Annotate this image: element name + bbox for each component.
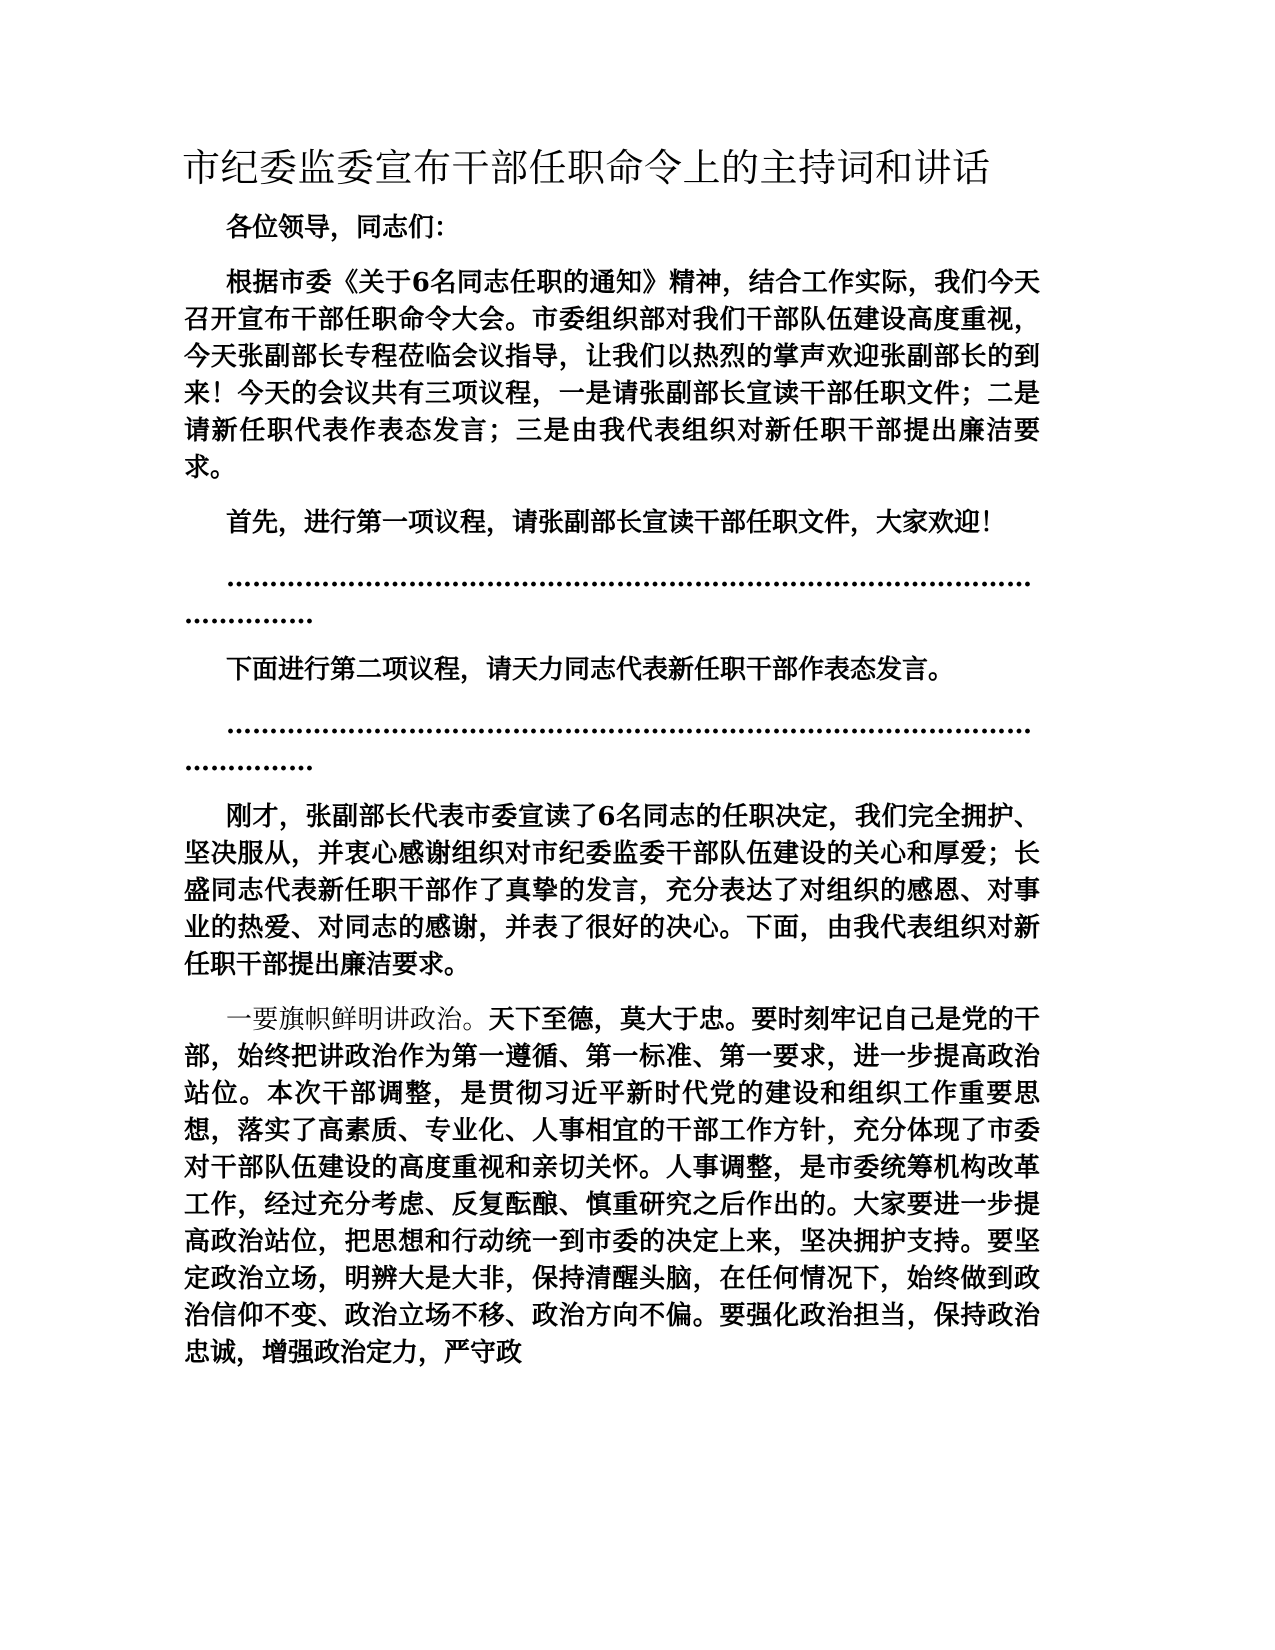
paragraph-agenda-one: 首先，进行第一项议程，请张副部长宣读干部任职文件，大家欢迎！ xyxy=(226,508,1007,538)
requirement-body: 天下至德，莫大于忠。要时刻牢记自己是党的干部，始终把讲政治作为第一遵循、第一标准、第一要求，进一步提高政治站位。本次干部调整，是贯彻习近平新时代党的建设和组织工作重要思想，落实了高素质、专业化、人事相宜的干部工作方针，充分体现了市委对干部队伍建设的高度重视和亲切关怀。人事调整，是市委统筹机构改革工作，经过充分考虑、反复酝酿、慎重研究之后作出的。大家要进一步提高政治站位，把思想和行动统一到市委的决定上来，坚决拥护支持。要坚定政治立场，明辨大是大非，保持清醒头脑，在任何情况下，始终做到政治信仰不变、政治立场不移、政治方向不偏。要强化政治担当，保持政治忠诚，增强政治定力，严守政 xyxy=(184,1005,1040,1368)
paragraph-requirement-one xyxy=(184,1002,1040,1372)
requirement-heading: 一要旗帜鲜明讲政治。 xyxy=(226,1005,489,1035)
paragraph-intro: 根据市委《关于6名同志任职的通知》精神，结合工作实际，我们今天召开宣布干部任职命令大会。市委组织部对我们干部队伍建设高度重视，今天张副部长专程莅临会议指导，让我们以热烈的掌声欢迎张副部长的到来！今天的会议共有三项议程，一是请张副部长宣读干部任职文件；二是请新任职代表作表态发言；三是由我代表组织对新任职干部提出廉洁要求。 xyxy=(184,268,1040,483)
document-title: 市纪委监委宣布干部任职命令上的主持词和讲话 xyxy=(182,146,991,190)
paragraph-agenda-two: 下面进行第二项议程，请天力同志代表新任职干部作表态发言。 xyxy=(226,655,955,685)
document-page xyxy=(184,138,1040,1390)
paragraph-summary: 刚才，张副部长代表市委宣读了6名同志的任职决定，我们完全拥护、坚决服从，并衷心感谢组织对市纪委监委干部队伍建设的关心和厚爱；长盛同志代表新任职干部作了真挚的发言，充分表达了对组织的感恩、对事业的热爱、对同志的感谢，并表了很好的决心。下面，由我代表组织对新任职干部提出廉洁要求。 xyxy=(184,802,1040,980)
ellipsis-separator-2: ……………………………………………………………………………………………… xyxy=(184,710,1032,777)
ellipsis-separator-1: ……………………………………………………………………………………………… xyxy=(184,563,1032,630)
greeting: 各位领导，同志们： xyxy=(226,213,461,243)
